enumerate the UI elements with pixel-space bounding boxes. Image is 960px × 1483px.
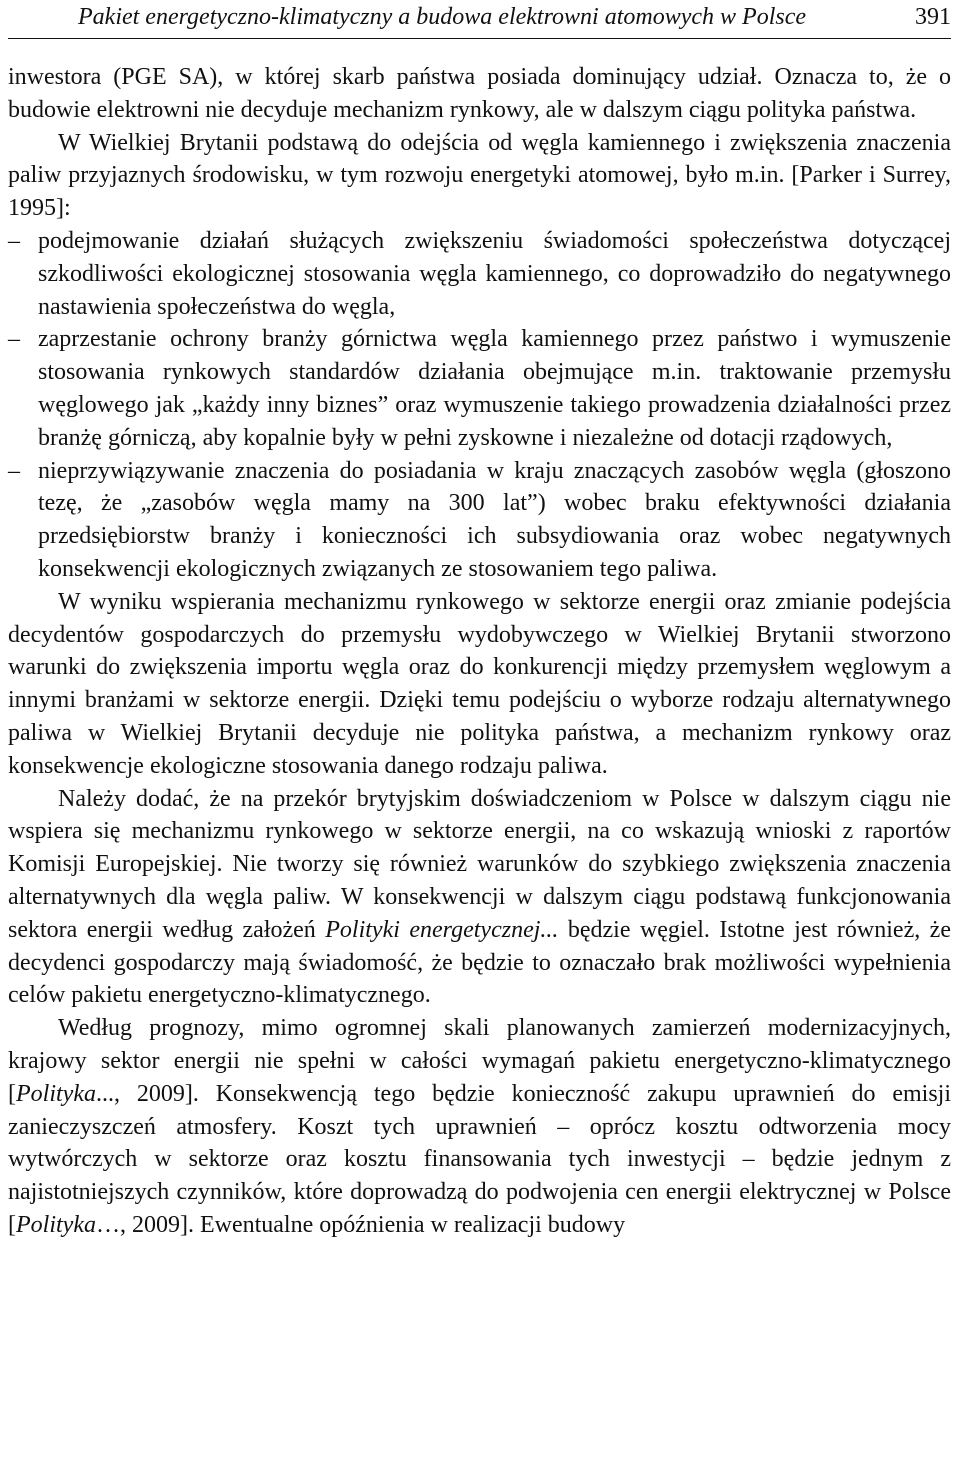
paragraph-2: W Wielkiej Brytanii podstawą do odejścia od węgla kamiennego i zwiększenia znaczenia paliw przyjaznych środowisku, w tym rozwoju energetyki atomowej, było m.in. [Parker i Surrey, 1995]: [8,129,951,222]
citation-1: Polityka [16,1080,96,1107]
paragraph-5-text-a: Według prognozy, mimo ogromnej skali planowanych zamierzeń modernizacyjnych, krajowy sektor energii nie spełni w całości wymagań pakietu energetyczno-klimatycznego [ [8,1015,951,1107]
list-item-text: nieprzywiązywanie znaczenia do posiadania w kraju znaczących zasobów węgla (głoszono tezę, że „zasobów węgla mamy na 300 lat”) wobec braku efektywności działania przedsiębiorstw branży i konieczności ich subsydiowania oraz wobec negatywnych konsekwencji ekologicznych związanych ze stosowaniem tego paliwa. [38,457,951,582]
list-item-text: podejmowanie działań służących zwiększeniu świadomości społeczeństwa dotyczącej szkodliwości ekologicznej stosowania węgla kamiennego, co doprowadziło do negatywnego nastawienia społeczeństwa do węgla, [38,227,951,320]
list-dash: – [8,457,20,484]
citation-2: Polityka [16,1211,96,1238]
running-header [8,0,951,32]
list-dash: – [8,326,20,353]
paragraph-5-text-b: ..., 2009]. Konsekwencją tego będzie konieczność zakupu uprawnień do emisji zanieczyszczeń atmosfery. Koszt tych uprawnień – oprócz kosztu odtworzenia mocy wytwórczych w sektorze oraz kosztu finansowania tych inwestycji – będzie jednym z najistotniejszych czynników, które doprowadzą do podwojenia cen energii elektrycznej w Polsce [ [8,1080,951,1238]
paragraph-4-text-b: będzie węgiel. Istotne jest również, że decydenci gospodarczy mają świadomość, że będzie to oznaczało brak możliwości wypełnienia celów pakietu energetyczno-klimatycznego. [8,916,951,1009]
document-page [8,0,951,1242]
paragraph-1: inwestora (PGE SA), w której skarb państwa posiada dominujący udział. Oznacza to, że o budowie elektrowni nie decyduje mechanizm rynkowy, ale w dalszym ciągu polityka państwa. [8,64,951,123]
paragraph-5 [8,1012,951,1242]
header-title: Pakiet energetyczno-klimatyczny a budowa elektrowni atomowych w Polsce [78,4,807,30]
list-item [8,323,951,454]
list-item-text: zaprzestanie ochrony branży górnictwa węgla kamiennego przez państwo i wymuszenie stosowania rynkowych standardów działania obejmujące m.in. traktowanie przemysłu węglowego jak „każdy inny biznes” oraz wymuszenie takiego prowadzenia działalności przez branżę górniczą, aby kopalnie były w pełni zyskowne i niezależne od dotacji rządowych, [38,326,951,451]
paragraph-3: W wyniku wspierania mechanizmu rynkowego w sektorze energii oraz zmianie podejścia decydentów gospodarczych do przemysłu wydobywczego w Wielkiej Brytanii stworzono warunki do zwiększenia importu węgla oraz do konkurencji między przemysłem węglowym a innymi branżami w sektorze energii. Dzięki temu podejściu o wyborze rodzaju alternatywnego paliwa w Wielkiej Brytanii decyduje nie polityka państwa, a mechanizm rynkowy oraz konsekwencje ekologiczne stosowania danego rodzaju paliwa. [8,588,951,779]
list-item [8,455,951,586]
cited-title: Polityki energetycznej... [325,916,559,943]
dash-list [8,225,951,586]
body-text [8,61,951,1242]
header-rule [8,38,951,39]
paragraph-5-text-c: …, 2009]. Ewentualne opóźnienia w realizacji budowy [95,1211,626,1238]
page-number: 391 [915,4,951,30]
list-dash: – [8,227,20,254]
list-item [8,225,951,323]
paragraph-4-text-a: Należy dodać, że na przekór brytyjskim doświadczeniom w Polsce w dalszym ciągu nie wspiera się mechanizmu rynkowego w sektorze energii, na co wskazują wnioski z raportów Komisji Europejskiej. Nie tworzy się również warunków do szybkiego zwiększenia znaczenia alternatywnych dla węgla paliw. W konsekwencji w dalszym ciągu podstawą funkcjonowania sektora energii według założeń [8,785,951,943]
paragraph-4 [8,783,951,1013]
